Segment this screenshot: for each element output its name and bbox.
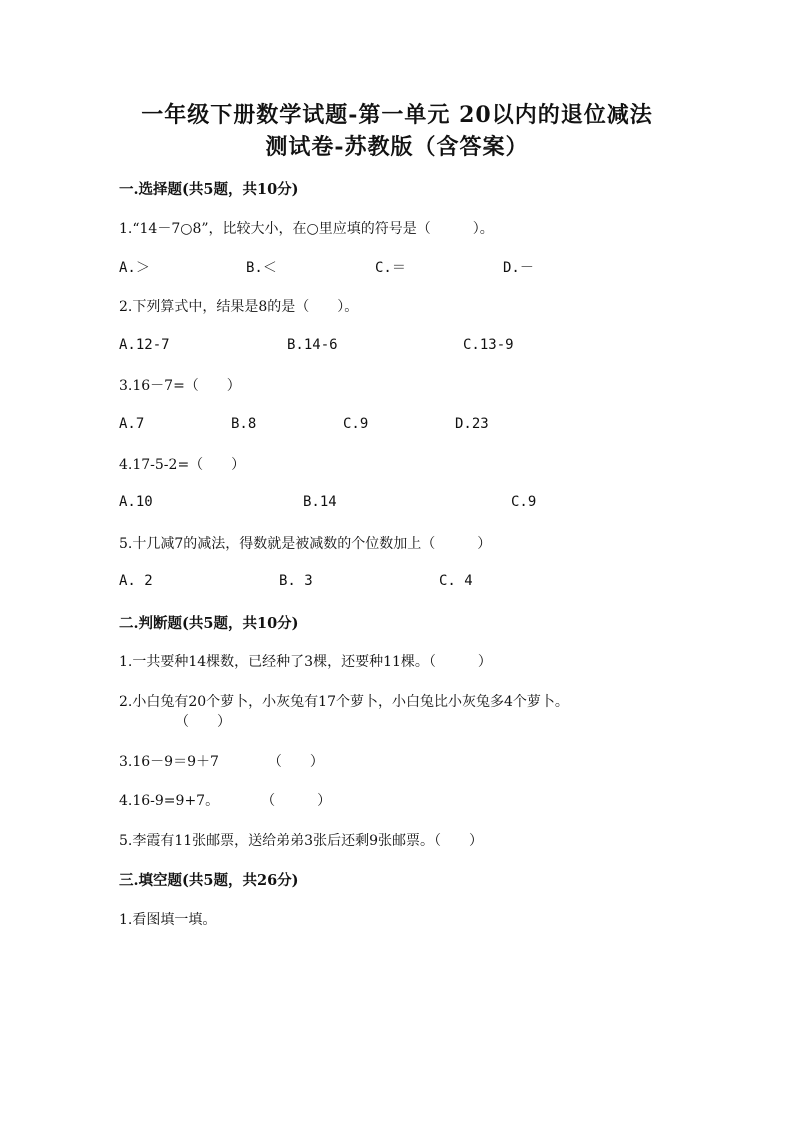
s1-q2-option-c: C.13-9 [463, 337, 514, 353]
s1-q3-option-a: A.7 [119, 416, 145, 432]
s1-question-5: 5.十几减7的减法，得数就是被减数的个位数加上（ ） [119, 536, 492, 552]
s1-q5-option-c: C. 4 [439, 573, 473, 589]
s1-q1-option-a: A.＞ [119, 260, 150, 276]
s3-question-1: 1.看图填一填。 [119, 912, 217, 928]
s2-question-2-blank: （ ） [175, 714, 231, 730]
s2-question-4: 4.16-9=9+7。 （ ） [119, 793, 332, 809]
s2-question-1: 1.一共要种14棵数，已经种了3棵，还要种11棵。（ ） [119, 654, 492, 670]
s1-q5-option-b: B. 3 [279, 573, 313, 589]
section1-heading: 一.选择题(共5题，共10分) [119, 181, 299, 198]
s1-q3-option-d: D.23 [455, 416, 489, 432]
s1-question-3: 3.16－7=（ ） [119, 378, 241, 394]
s1-q2-option-b: B.14-6 [287, 337, 338, 353]
document-title-line1: 一年级下册数学试题-第一单元 20以内的退位减法 [141, 102, 653, 128]
s1-q4-option-b: B.14 [303, 494, 337, 510]
s1-q3-option-b: B.8 [231, 416, 257, 432]
s1-q3-option-c: C.9 [343, 416, 369, 432]
s2-question-3: 3.16－9＝9＋7 （ ） [119, 754, 324, 770]
s1-q2-option-a: A.12-7 [119, 337, 170, 353]
s1-q5-option-a: A. 2 [119, 573, 153, 589]
s2-question-5: 5.李霞有11张邮票，送给弟弟3张后还剩9张邮票。（ ） [119, 833, 483, 849]
s2-question-2: 2.小白兔有20个萝卜，小灰兔有17个萝卜，小白兔比小灰兔多4个萝卜。 [119, 694, 569, 710]
section2-heading: 二.判断题(共5题，共10分) [119, 615, 299, 632]
s1-question-1: 1.“14－7○8”，比较大小，在○里应填的符号是（ ）。 [119, 221, 494, 237]
s1-question-4: 4.17-5-2=（ ） [119, 457, 246, 473]
s1-question-2: 2.下列算式中，结果是8的是（ ）。 [119, 299, 359, 315]
s1-q1-option-d: D.－ [503, 260, 534, 276]
s1-q1-option-b: B.＜ [246, 260, 277, 276]
s1-q1-option-c: C.＝ [375, 260, 406, 276]
section3-heading: 三.填空题(共5题，共26分) [119, 872, 299, 889]
s1-q4-option-a: A.10 [119, 494, 153, 510]
s1-q4-option-c: C.9 [511, 494, 537, 510]
document-title-line2: 测试卷-苏教版（含答案） [265, 134, 529, 160]
